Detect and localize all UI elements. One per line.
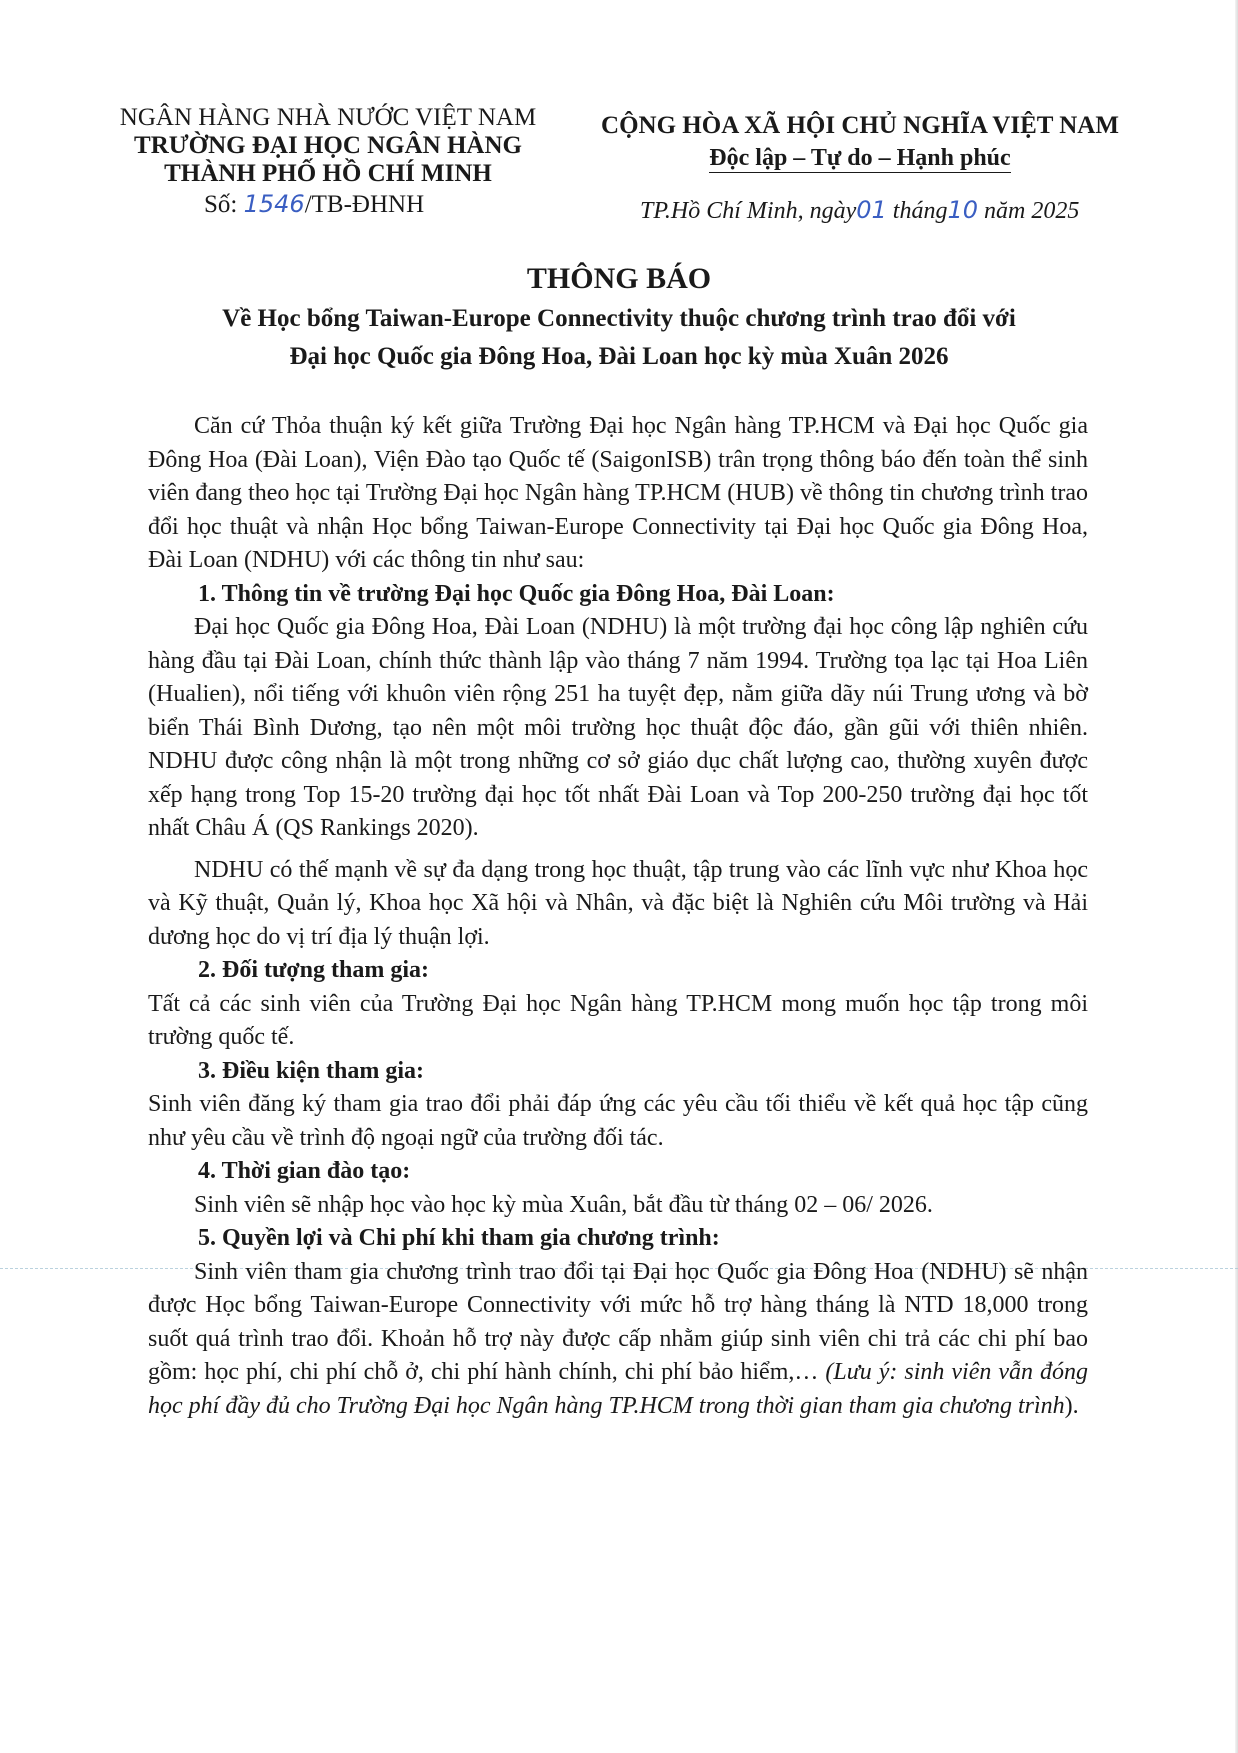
notice-subtitle-line1: Về Học bổng Taiwan-Europe Connectivity thuộc chương trình trao đổi với [222,305,1016,332]
section-1-paragraph-2: NDHU có thế mạnh về sự đa dạng trong học thuật, tập trung vào các lĩnh vực như Khoa học và Kỹ thuật, Quản lý, Khoa học Xã hội và Nhân, và đặc biệt là Nghiên cứu Môi trường và Hải dương học do vị trí địa lý thuận lợi. [148,856,1088,950]
section-3-heading: 3. Điều kiện tham gia: [198,1057,425,1084]
notice-body [148,410,1088,1423]
section-2-paragraph: Tất cả các sinh viên của Trường Đại học Ngân hàng TP.HCM mong muốn học tập trong môi trường quốc tế. [148,990,1088,1050]
country-name: CỘNG HÒA XÃ HỘI CHỦ NGHĨA VIỆT NAM [601,112,1119,139]
section-3-paragraph: Sinh viên đăng ký tham gia trao đổi phải đáp ứng các yêu cầu tối thiểu về kết quả học tập cũng như yêu cầu về trình độ ngoại ngữ của trường đối tác. [148,1091,1088,1151]
issuer-parent-org: NGÂN HÀNG NHÀ NƯỚC VIỆT NAM [119,104,537,131]
issue-date: TP.Hồ Chí Minh, ngày01 tháng10 năm 2025 [640,196,1080,224]
section-5-note: (Lưu ý: sinh viên vẫn đóng học phí đầy đủ cho Trường Đại học Ngân hàng TP.HCM trong thời gian tham gia chương trình [148,1359,1088,1419]
date-day-handwritten: 01 [856,196,887,224]
section-1-paragraph-1: Đại học Quốc gia Đông Hoa, Đài Loan (NDHU) là một trường đại học công lập nghiên cứu hàng đầu tại Đài Loan, chính thức thành lập vào tháng 7 năm 1994. Trường tọa lạc tại Hoa Liên (Hualien), nổi tiếng với khuôn viên rộng 251 ha tuyệt đẹp, nằm giữa dãy núi Trung ương và bờ biển Thái Bình Dương, tạo nên một môi trường học thuật độc đáo, gần gũi với thiên nhiên. NDHU được công nhận là một trong những cơ sở giáo dục chất lượng cao, thường xuyên được xếp hạng trong Top 15-20 trường đại học tốt nhất Đài Loan và Top 200-250 trường đại học tốt nhất Châu Á (QS Rankings 2020). [148,614,1088,841]
section-1-heading: 1. Thông tin về trường Đại học Quốc gia Đông Hoa, Đài Loan: [198,580,835,607]
document-number-prefix: Số: [204,191,244,218]
section-4-paragraph: Sinh viên sẽ nhập học vào học kỳ mùa Xuân, bắt đầu từ tháng 02 – 06/ 2026. [194,1191,933,1218]
section-2-heading: 2. Đối tượng tham gia: [198,957,430,983]
section-4-heading: 4. Thời gian đào tạo: [198,1158,411,1184]
document-number-suffix: /TB-ĐHNH [304,191,425,218]
national-header [590,110,1130,174]
document-number-handwritten: 1546 [243,190,305,218]
issuer-header [108,104,548,219]
intro-paragraph: Căn cứ Thỏa thuận ký kết giữa Trường Đại học Ngân hàng TP.HCM và Đại học Quốc gia Đông Hoa (Đài Loan), Viện Đào tạo Quốc tế (SaigonISB) trân trọng thông báo đến toàn thể sinh viên đang theo học tại Trường Đại học Ngân hàng TP.HCM (HUB) về thông tin chương trình trao đổi học thuật và nhận Học bổng Taiwan-Europe Connectivity tại Đại học Quốc gia Đông Hoa, Đài Loan (NDHU) với các thông tin như sau: [148,413,1088,573]
notice-subtitle-line2: Đại học Quốc gia Đông Hoa, Đài Loan học kỳ mùa Xuân 2026 [289,343,949,370]
notice-title: THÔNG BÁO [526,262,712,295]
issuer-city: THÀNH PHỐ HỒ CHÍ MINH [164,160,492,187]
issuer-name: TRƯỜNG ĐẠI HỌC NGÂN HÀNG [134,132,522,159]
national-motto: Độc lập – Tự do – Hạnh phúc [709,145,1011,171]
date-month-handwritten: 10 [947,196,978,224]
section-5-heading: 5. Quyền lợi và Chi phí khi tham gia chương trình: [198,1225,720,1251]
section-5-paragraph: Sinh viên tham gia chương trình trao đổi tại Đại học Quốc gia Đông Hoa (NDHU) sẽ nhận được Học bổng Taiwan-Europe Connectivity với mức hỗ trợ hàng tháng là NTD 18,000 trong suốt quá trình trao đổi. Khoản hỗ trợ này được cấp nhằm giúp sinh viên chi trả các chi phí bao gồm: học phí, chi phí chỗ ở, chi phí hành chính, chi phí bảo hiểm,… (Lưu ý: sinh viên vẫn đóng học phí đầy đủ cho Trường Đại học Ngân hàng TP.HCM trong thời gian tham gia chương trình). [148,1258,1088,1419]
document-number [108,190,548,219]
